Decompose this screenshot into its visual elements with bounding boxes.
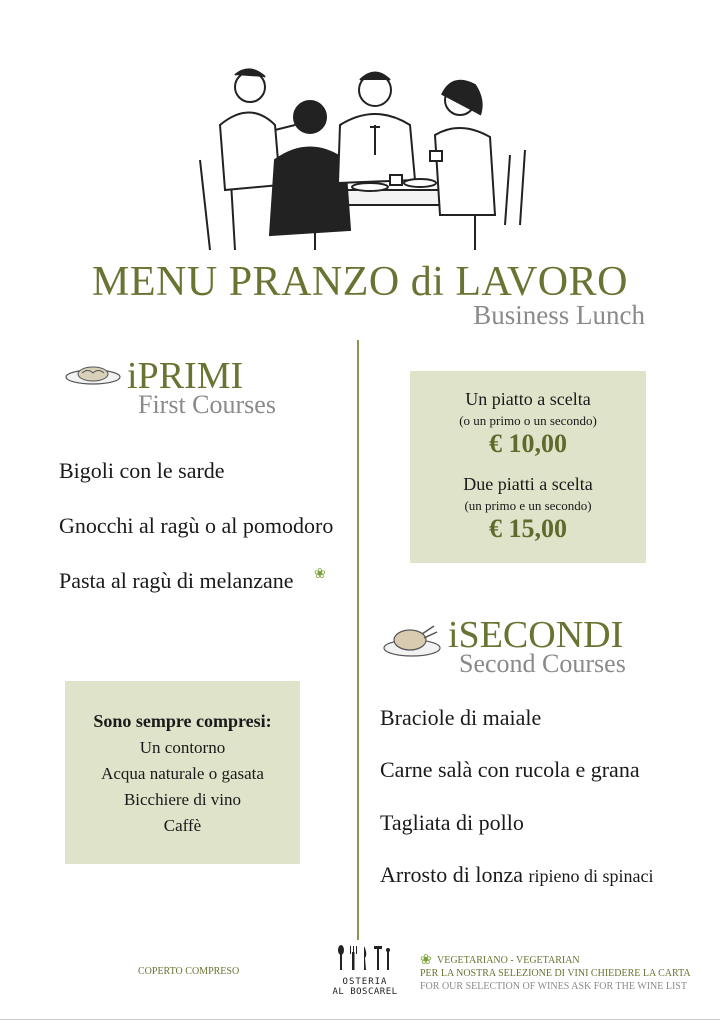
included-item: Bicchiere di vino — [123, 790, 242, 809]
vegetarian-leaf-icon: ❀ — [314, 567, 326, 582]
restaurant-logo — [332, 944, 398, 1002]
logo-line-2: AL BOSCAREL — [332, 987, 398, 997]
secondi-dish: Tagliata di pollo — [380, 810, 524, 835]
included-item: Acqua naturale o gasata — [101, 764, 264, 783]
diners-illustration — [190, 65, 530, 255]
price-one-value: € 10,00 — [489, 429, 567, 458]
secondi-dish-last — [380, 862, 653, 888]
roast-chicken-icon — [382, 620, 442, 658]
included-item: Un contorno — [139, 738, 226, 757]
price-one-label: Un piatto a scelta — [465, 389, 591, 409]
included-box — [65, 681, 300, 864]
primi-dish: Pasta al ragù di melanzane — [59, 568, 294, 593]
secondi-subheading: Second Courses — [459, 649, 626, 678]
coperto-note: COPERTO COMPRESO — [138, 966, 240, 977]
secondi-dish: Braciole di maiale — [380, 705, 542, 730]
bottom-rule — [0, 1019, 720, 1020]
primi-dish: Bigoli con le sarde — [59, 458, 225, 483]
price-box — [410, 371, 646, 563]
price-one-note: (o un primo o un secondo) — [459, 413, 597, 428]
secondi-dish-extra: ripieno di spinaci — [528, 866, 654, 886]
vegetarian-leaf-icon: ❀ — [420, 953, 432, 968]
price-two-value: € 15,00 — [489, 514, 567, 543]
column-divider — [357, 340, 359, 940]
price-two-label: Due piatti a scelta — [463, 474, 593, 494]
secondi-dish-main: Arrosto di lonza — [380, 862, 523, 887]
cutlery-icon — [332, 944, 398, 972]
vegetarian-legend: VEGETARIANO - VEGETARIAN — [437, 955, 580, 966]
primi-heading: iPRIMI — [127, 355, 244, 397]
wine-note-english: FOR OUR SELECTION OF WINES ASK FOR THE WINE LIST — [420, 981, 687, 992]
wine-note-italian: PER LA NOSTRA SELEZIONE DI VINI CHIEDERE LA CARTA — [420, 968, 691, 979]
secondi-heading: iSECONDI — [448, 614, 624, 656]
included-item: Caffè — [163, 816, 202, 835]
page-title: MENU PRANZO di LAVORO — [92, 259, 628, 305]
price-two-note: (un primo e un secondo) — [464, 498, 592, 513]
primi-dish: Gnocchi al ragù o al pomodoro — [59, 513, 334, 538]
primi-subheading: First Courses — [138, 390, 276, 419]
page-subtitle: Business Lunch — [473, 300, 645, 330]
pasta-plate-icon — [64, 360, 122, 386]
included-heading: Sono sempre compresi: — [93, 711, 272, 731]
logo-line-1: OSTERIA — [342, 977, 388, 987]
secondi-dish: Carne salà con rucola e grana — [380, 757, 640, 782]
